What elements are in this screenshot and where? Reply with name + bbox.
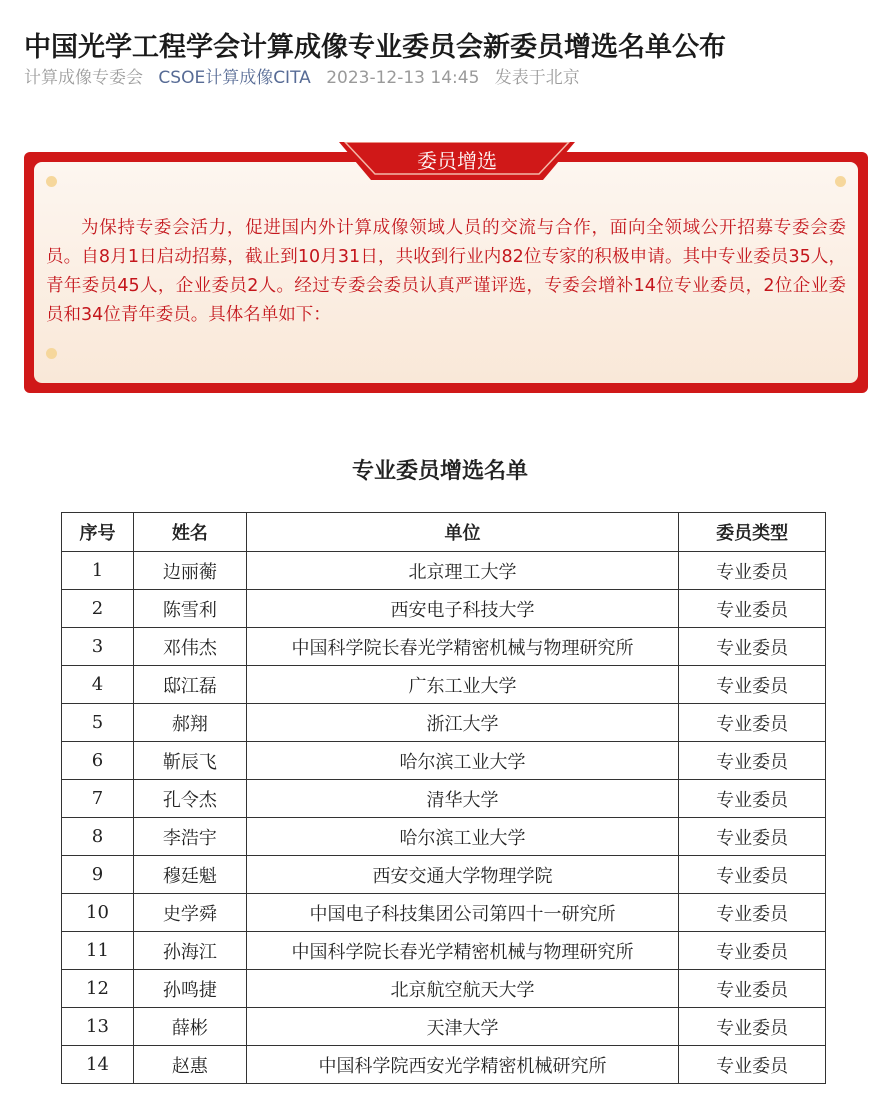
table-row [62, 818, 826, 856]
table-row [62, 628, 826, 666]
cell-name: 边丽蘅 [133, 552, 246, 590]
cell-member-type: 专业委员 [679, 704, 826, 742]
header-name: 姓名 [133, 513, 246, 552]
recruitment-card [24, 149, 868, 393]
header-organization: 单位 [246, 513, 678, 552]
cell-organization: 中国科学院西安光学精密机械研究所 [246, 1046, 678, 1084]
cell-organization: 西安交通大学物理学院 [246, 856, 678, 894]
cell-name: 陈雪利 [133, 590, 246, 628]
cell-name: 郝翔 [133, 704, 246, 742]
cell-name: 赵惠 [133, 1046, 246, 1084]
cell-organization: 中国科学院长春光学精密机械与物理研究所 [246, 932, 678, 970]
table-row [62, 704, 826, 742]
cell-index: 6 [62, 742, 134, 780]
cell-name: 孔令杰 [133, 780, 246, 818]
article-meta [24, 64, 590, 92]
cell-member-type: 专业委员 [679, 628, 826, 666]
member-table [61, 512, 826, 1084]
cell-name: 穆廷魁 [133, 856, 246, 894]
cell-index: 10 [62, 894, 134, 932]
ribbon-label: 委员增选 [417, 149, 497, 173]
table-row [62, 1046, 826, 1084]
cell-organization: 哈尔滨工业大学 [246, 742, 678, 780]
cell-member-type: 专业委员 [679, 780, 826, 818]
cell-member-type: 专业委员 [679, 818, 826, 856]
cell-member-type: 专业委员 [679, 590, 826, 628]
cell-member-type: 专业委员 [679, 666, 826, 704]
cell-index: 12 [62, 970, 134, 1008]
header-index: 序号 [62, 513, 134, 552]
decor-dot-icon [46, 348, 57, 359]
recruitment-text: 为保持专委会活力，促进国内外计算成像领域人员的交流与合作，面向全领域公开招募专委会委员。自8月1日启动招募，截止到10月31日，共收到行业内82位专家的积极申请。其中专业委员35人，青年委员45人，企业委员2人。经过专委会委员认真严谨评选，专委会增补14位专业委员，2位企业委员和34位青年委员。具体名单如下： [46, 218, 846, 325]
table-row [62, 590, 826, 628]
table-row [62, 666, 826, 704]
cell-organization: 天津大学 [246, 1008, 678, 1046]
ribbon-banner [339, 142, 575, 182]
cell-organization: 哈尔滨工业大学 [246, 818, 678, 856]
cell-organization: 清华大学 [246, 780, 678, 818]
cell-organization: 中国电子科技集团公司第四十一研究所 [246, 894, 678, 932]
decor-dot-icon [46, 176, 57, 187]
cell-index: 5 [62, 704, 134, 742]
table-row [62, 1008, 826, 1046]
cell-member-type: 专业委员 [679, 1008, 826, 1046]
cell-index: 7 [62, 780, 134, 818]
table-row [62, 856, 826, 894]
cell-name: 孙海江 [133, 932, 246, 970]
table-row [62, 780, 826, 818]
cell-name: 靳辰飞 [133, 742, 246, 780]
cell-member-type: 专业委员 [679, 894, 826, 932]
cell-member-type: 专业委员 [679, 742, 826, 780]
meta-location: 发表于北京 [494, 68, 580, 88]
cell-index: 11 [62, 932, 134, 970]
cell-name: 邓伟杰 [133, 628, 246, 666]
cell-name: 薛彬 [133, 1008, 246, 1046]
meta-account-link[interactable]: CSOE计算成像CITA [158, 68, 311, 88]
cell-organization: 中国科学院长春光学精密机械与物理研究所 [246, 628, 678, 666]
cell-name: 孙鸣捷 [133, 970, 246, 1008]
meta-datetime: 2023-12-13 14:45 [326, 68, 480, 88]
table-row [62, 970, 826, 1008]
cell-index: 9 [62, 856, 134, 894]
header-member-type: 委员类型 [679, 513, 826, 552]
meta-author: 计算成像专委会 [24, 68, 143, 88]
cell-name: 邸江磊 [133, 666, 246, 704]
article-title: 中国光学工程学会计算成像专业委员会新委员增选名单公布 [24, 32, 726, 64]
cell-organization: 北京航空航天大学 [246, 970, 678, 1008]
cell-index: 2 [62, 590, 134, 628]
cell-name: 史学舜 [133, 894, 246, 932]
cell-member-type: 专业委员 [679, 856, 826, 894]
table-row [62, 552, 826, 590]
table-row [62, 932, 826, 970]
cell-member-type: 专业委员 [679, 552, 826, 590]
section-title: 专业委员增选名单 [351, 459, 528, 484]
cell-member-type: 专业委员 [679, 1046, 826, 1084]
cell-index: 3 [62, 628, 134, 666]
cell-member-type: 专业委员 [679, 932, 826, 970]
cell-member-type: 专业委员 [679, 970, 826, 1008]
cell-organization: 北京理工大学 [246, 552, 678, 590]
recruitment-card-body [34, 162, 858, 383]
cell-index: 14 [62, 1046, 134, 1084]
cell-index: 4 [62, 666, 134, 704]
cell-name: 李浩宇 [133, 818, 246, 856]
cell-organization: 西安电子科技大学 [246, 590, 678, 628]
cell-index: 13 [62, 1008, 134, 1046]
decor-dot-icon [835, 176, 846, 187]
cell-organization: 广东工业大学 [246, 666, 678, 704]
table-header-row [62, 513, 826, 552]
table-row [62, 894, 826, 932]
cell-index: 8 [62, 818, 134, 856]
cell-index: 1 [62, 552, 134, 590]
table-row [62, 742, 826, 780]
cell-organization: 浙江大学 [246, 704, 678, 742]
